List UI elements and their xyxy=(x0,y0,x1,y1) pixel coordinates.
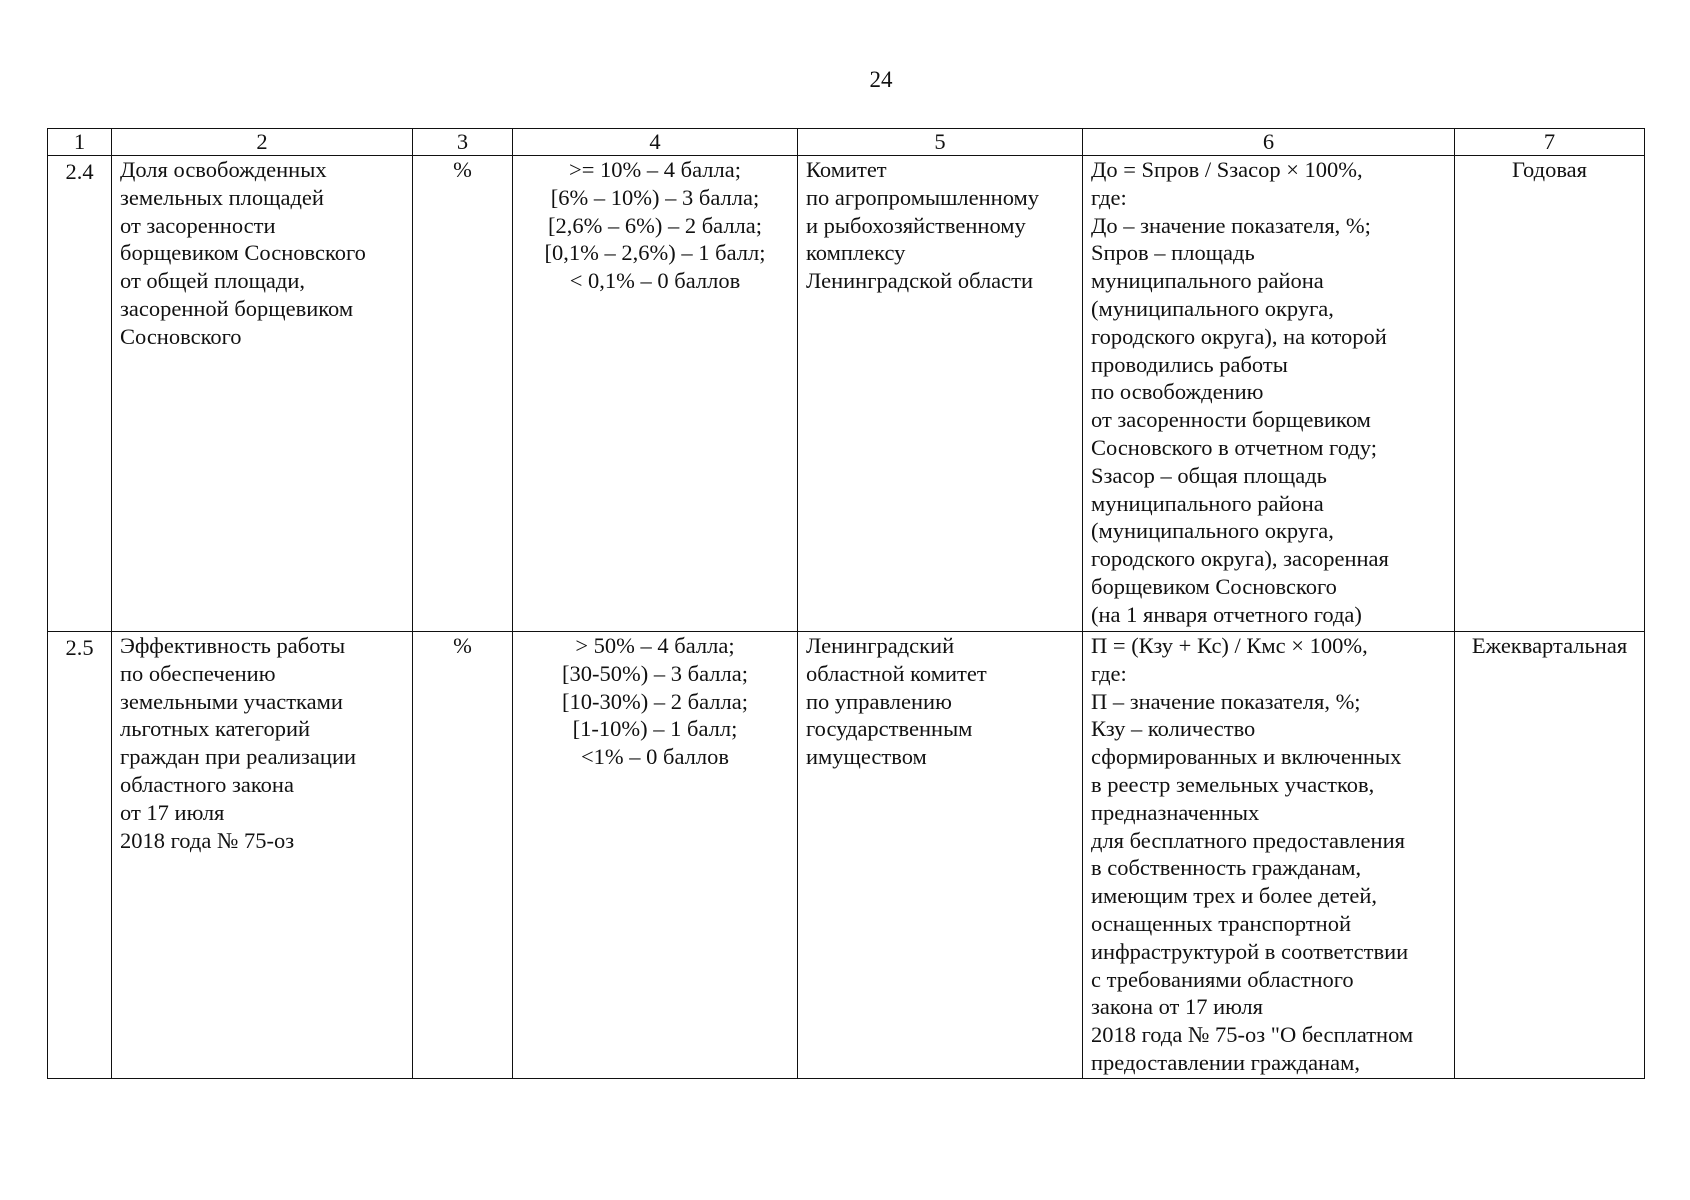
period-cell: Ежеквартальная xyxy=(1455,632,1645,1079)
unit-cell: % xyxy=(413,632,513,1079)
row-number: 2.4 xyxy=(48,156,112,632)
row-number: 2.5 xyxy=(48,632,112,1079)
page-number: 24 xyxy=(869,67,893,92)
column-header: 1 xyxy=(48,129,112,156)
responsible-cell: Ленинградский областной комитет по управлению государственным имуществом xyxy=(798,632,1083,1079)
indicator-name: Доля освобожденных земельных площадей от засоренности борщевиком Сосновского от общей площади, засоренной борщевиком Сосновского xyxy=(112,156,413,632)
column-header: 6 xyxy=(1083,129,1455,156)
formula-cell: П = (Кзу + Кс) / Кмс × 100%, где: П – значение показателя, %; Кзу – количество сформированных и включенных в реестр земельных участков, предназначенных для бесплатного предоставления в собственность гражданам, имеющим трех и более детей, оснащенных транспортной инфраструктурой в соответствии с требованиями областного закона от 17 июля 2018 года № 75-оз "О бесплатном предоставлении гражданам, xyxy=(1083,632,1455,1079)
column-header: 4 xyxy=(513,129,798,156)
formula-cell: До = Sпров / Sзасор × 100%, где: До – значение показателя, %; Sпров – площадь муниципального района (муниципального округа, городского округа), на которой проводились работы по освобождению от засоренности борщевиком Сосновского в отчетном году; Sзасор – общая площадь муниципального района (муниципального округа, городского округа), засоренная борщевиком Сосновского (на 1 января отчетного года) xyxy=(1083,156,1455,632)
unit-cell: % xyxy=(413,156,513,632)
indicator-name: Эффективность работы по обеспечению земельными участками льготных категорий граждан при реализации областного закона от 17 июля 2018 года № 75-оз xyxy=(112,632,413,1079)
column-header: 5 xyxy=(798,129,1083,156)
column-header: 3 xyxy=(413,129,513,156)
responsible-cell: Комитет по агропромышленному и рыбохозяйственному комплексу Ленинградской области xyxy=(798,156,1083,632)
column-header: 2 xyxy=(112,129,413,156)
scores-cell: >= 10% – 4 балла; [6% – 10%) – 3 балла; [2,6% – 6%) – 2 балла; [0,1% – 2,6%) – 1 балл; < 0,1% – 0 баллов xyxy=(513,156,798,632)
column-header: 7 xyxy=(1455,129,1645,156)
period-cell: Годовая xyxy=(1455,156,1645,632)
table-header-row xyxy=(48,129,1645,156)
table-row xyxy=(48,156,1645,632)
table-row xyxy=(48,632,1645,1079)
scores-cell: > 50% – 4 балла; [30-50%) – 3 балла; [10-30%) – 2 балла; [1-10%) – 1 балл; <1% – 0 баллов xyxy=(513,632,798,1079)
indicators-table xyxy=(47,128,1645,1079)
